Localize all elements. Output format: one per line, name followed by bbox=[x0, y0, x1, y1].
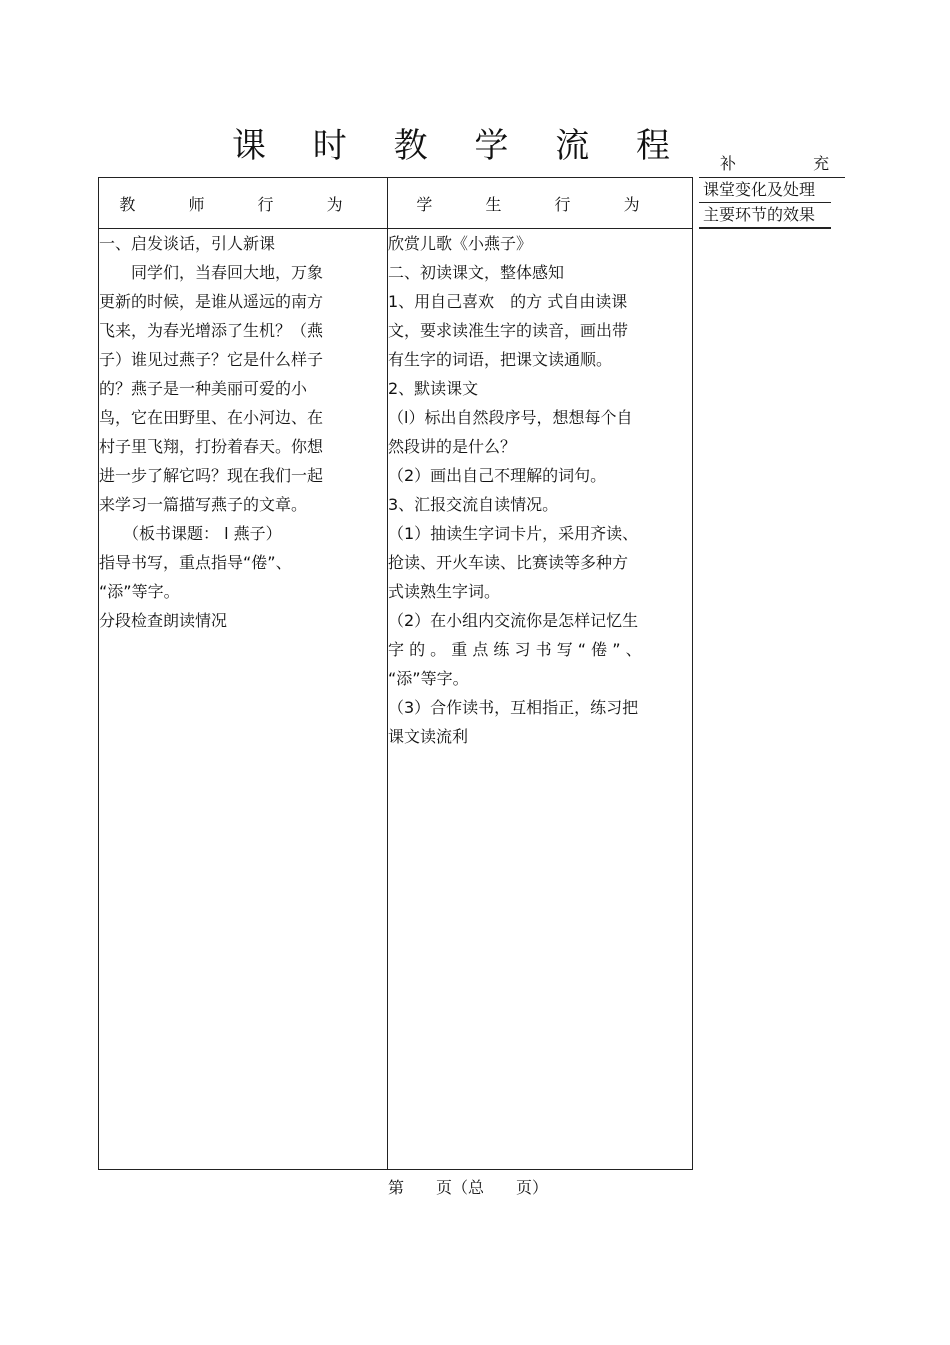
side-bottom-rule bbox=[699, 228, 831, 231]
teacher-line: 同学们，当春回大地，万象 bbox=[99, 263, 324, 282]
teacher-header: 教 师 行 为 bbox=[99, 178, 388, 229]
student-line: （2）画出自己不理解的词句。 bbox=[388, 466, 607, 485]
supplement-label: 补 充 bbox=[720, 154, 866, 173]
student-line: 式读熟生字词。 bbox=[388, 582, 501, 601]
student-line: （2）在小组内交流你是怎样记忆生 bbox=[388, 611, 639, 630]
student-line: 字 的 。 重 点 练 习 书 写 “ 倦 ” 、 bbox=[388, 640, 642, 659]
student-line: 有生字的词语，把课文读通顺。 bbox=[388, 350, 613, 369]
teacher-line: 来学习一篇描写燕子的文章。 bbox=[99, 495, 308, 514]
student-line: （l）标出自然段序号，想想每个自 bbox=[388, 408, 633, 427]
page-title: 课 时 教 学 流 程 bbox=[232, 126, 689, 166]
teacher-line: 指导书写，重点指导“倦”、 bbox=[99, 553, 292, 572]
side-note-changes: 课堂变化及处理 bbox=[699, 178, 831, 203]
student-column bbox=[388, 229, 693, 1170]
student-line: 课文读流利 bbox=[388, 727, 469, 746]
student-line: 抢读、开火车读、比赛读等多种方 bbox=[388, 553, 629, 572]
teacher-line: 飞来，为春光增添了生机？（燕 bbox=[99, 321, 324, 340]
teacher-line: 的？燕子是一种美丽可爱的小 bbox=[99, 379, 308, 398]
student-line: 2、默读课文 bbox=[388, 379, 479, 398]
page-footer: 第 页（总 页） bbox=[388, 1178, 549, 1197]
teacher-line: 进一步了解它吗？现在我们一起 bbox=[99, 466, 324, 485]
student-line: 欣赏儿歌《小燕子》 bbox=[388, 234, 533, 253]
side-notes bbox=[699, 177, 845, 231]
student-line: （1）抽读生字词卡片，采用齐读、 bbox=[388, 524, 639, 543]
teacher-line: 鸟，它在田野里、在小河边、在 bbox=[99, 408, 324, 427]
teacher-line: 一、启发谈话，引人新课 bbox=[99, 234, 276, 253]
student-line: （3）合作读书，互相指正，练习把 bbox=[388, 698, 639, 717]
teacher-line: “添”等字。 bbox=[99, 582, 180, 601]
teacher-line: （板书课题： l 燕子） bbox=[99, 524, 282, 543]
side-note-effects: 主要环节的效果 bbox=[699, 203, 831, 228]
lesson-flow-table bbox=[98, 177, 693, 1170]
teacher-line: 村子里飞翔，打扮着春天。你想 bbox=[99, 437, 324, 456]
student-header: 学 生 行 为 bbox=[388, 178, 693, 229]
student-line: 然段讲的是什么？ bbox=[388, 437, 517, 456]
student-line: 文，要求读准生字的读音，画出带 bbox=[388, 321, 629, 340]
teacher-line: 子）谁见过燕子？它是什么样子 bbox=[99, 350, 324, 369]
student-line: “添”等字。 bbox=[388, 669, 469, 688]
student-line: 3、汇报交流自读情况。 bbox=[388, 495, 559, 514]
student-line: 二、初读课文，整体感知 bbox=[388, 263, 565, 282]
teacher-column bbox=[99, 229, 388, 1170]
teacher-line: 分段检查朗读情况 bbox=[99, 611, 228, 630]
teacher-line: 更新的时候，是谁从遥远的南方 bbox=[99, 292, 324, 311]
student-line: 1、用自己喜欢 的方 式自由读课 bbox=[388, 292, 628, 311]
